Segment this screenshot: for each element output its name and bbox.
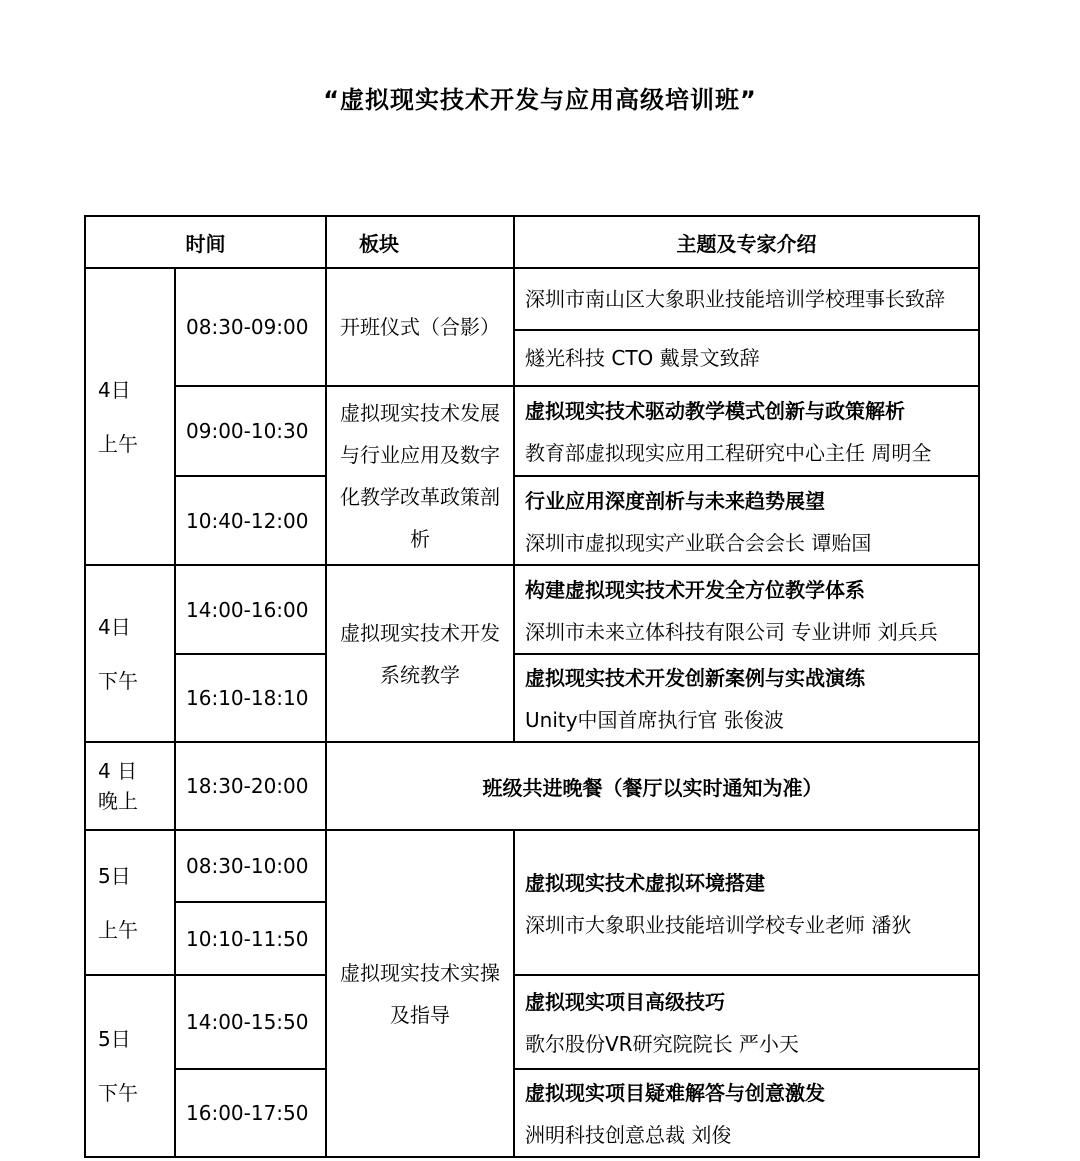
topic-cell xyxy=(514,565,979,654)
time-slot: 14:00-15:50 xyxy=(175,975,326,1069)
topic-cell xyxy=(514,476,979,565)
time-slot: 10:10-11:50 xyxy=(175,902,326,975)
table-row xyxy=(85,742,979,830)
topic-cell xyxy=(514,654,979,742)
time-slot: 16:10-18:10 xyxy=(175,654,326,742)
table-row xyxy=(85,386,979,476)
day-label: 4日 上午 xyxy=(85,268,175,565)
topic-speaker: 深圳市虚拟现实产业联合会会长 谭贻国 xyxy=(525,530,872,555)
topic-speaker: 深圳市未来立体科技有限公司 专业讲师 刘兵兵 xyxy=(525,619,938,644)
module-cell: 虚拟现实技术实操及指导 xyxy=(326,830,514,1157)
topic-title: 虚拟现实技术虚拟环境搭建 xyxy=(525,870,765,895)
topic-speaker: 教育部虚拟现实应用工程研究中心主任 周明全 xyxy=(525,441,932,465)
time-slot: 18:30-20:00 xyxy=(175,742,326,830)
topic-cell: 燧光科技 CTO 戴景文致辞 xyxy=(514,330,979,386)
header-topic: 主题及专家介绍 xyxy=(514,216,979,268)
time-slot: 16:00-17:50 xyxy=(175,1069,326,1157)
day-label: 4 日 晚上 xyxy=(85,742,175,830)
topic-title: 虚拟现实技术驱动教学模式创新与政策解析 xyxy=(525,399,905,423)
module-cell: 开班仪式（合影） xyxy=(326,268,514,386)
topic-cell xyxy=(514,830,979,975)
time-slot: 09:00-10:30 xyxy=(175,386,326,476)
time-slot: 14:00-16:00 xyxy=(175,565,326,654)
topic-cell xyxy=(514,1069,979,1157)
topic-speaker: Unity中国首席执行官 张俊波 xyxy=(525,708,784,732)
module-cell: 虚拟现实技术发展与行业应用及数字化教学改革政策剖析 xyxy=(326,386,514,565)
topic-speaker: 洲明科技创意总裁 刘俊 xyxy=(525,1123,732,1147)
topic-cell xyxy=(514,975,979,1069)
topic-title: 构建虚拟现实技术开发全方位教学体系 xyxy=(525,577,865,602)
day-label: 5日 下午 xyxy=(85,975,175,1157)
topic-cell xyxy=(514,386,979,476)
time-slot: 10:40-12:00 xyxy=(175,476,326,565)
topic-speaker: 深圳市大象职业技能培训学校专业老师 潘狄 xyxy=(525,912,912,937)
table-row xyxy=(85,565,979,654)
schedule-table xyxy=(84,215,980,1158)
dinner-notice: 班级共进晚餐（餐厅以实时通知为准） xyxy=(326,742,979,830)
topic-cell: 深圳市南山区大象职业技能培训学校理事长致辞 xyxy=(514,268,979,330)
header-module: 板块 xyxy=(326,216,514,268)
header-row xyxy=(85,216,979,268)
table-row xyxy=(85,1069,979,1157)
table-row xyxy=(85,654,979,742)
day-label: 4日 下午 xyxy=(85,565,175,742)
table-row xyxy=(85,830,979,902)
document-title: “虚拟现实技术开发与应用高级培训班” xyxy=(323,86,757,114)
time-slot: 08:30-09:00 xyxy=(175,268,326,386)
table-row xyxy=(85,975,979,1069)
table-row xyxy=(85,476,979,565)
topic-title: 虚拟现实项目高级技巧 xyxy=(525,990,725,1014)
topic-speaker: 歌尔股份VR研究院院长 严小天 xyxy=(525,1032,799,1056)
topic-title: 虚拟现实项目疑难解答与创意激发 xyxy=(525,1081,825,1105)
topic-title: 行业应用深度剖析与未来趋势展望 xyxy=(525,488,825,513)
table-row xyxy=(85,268,979,330)
time-slot: 08:30-10:00 xyxy=(175,830,326,902)
module-cell: 虚拟现实技术开发系统教学 xyxy=(326,565,514,742)
day-label: 5日 上午 xyxy=(85,830,175,975)
topic-title: 虚拟现实技术开发创新案例与实战演练 xyxy=(525,666,865,690)
header-time: 时间 xyxy=(85,216,326,268)
